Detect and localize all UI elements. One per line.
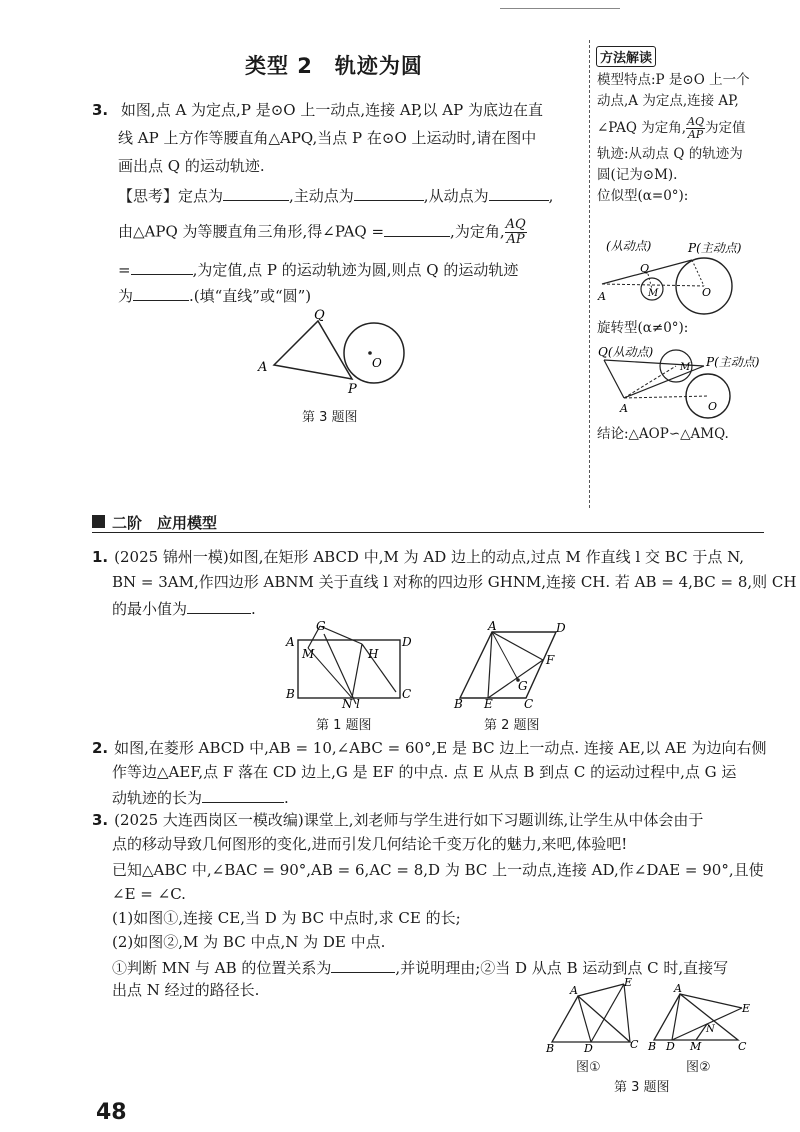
svg-text:Q: Q <box>640 262 650 275</box>
answer-blank[interactable] <box>202 786 284 803</box>
rotation-type-label: 旋转型(α≠0°): <box>597 320 689 336</box>
svg-text:M: M <box>680 362 691 373</box>
svg-text:C: C <box>630 1038 639 1051</box>
q2-figure-caption: 第 2 题图 <box>484 718 540 733</box>
method-tag: 方法解读 <box>596 46 656 67</box>
svg-text:E: E <box>484 697 493 710</box>
answer-blank[interactable] <box>354 184 424 201</box>
svg-text:(从动点): (从动点) <box>606 239 652 253</box>
svg-text:C: C <box>738 1040 747 1053</box>
p3-line-2: 线 AP 上方作等腰直角△APQ,当点 P 在⊙O 上运动时,请在图中 <box>118 129 537 147</box>
answer-blank[interactable] <box>223 184 289 201</box>
homothety-figure <box>596 236 776 316</box>
ratio-fraction: $\frac{AQ}{AP}$ <box>505 217 526 247</box>
svg-text:M: M <box>690 1040 702 1053</box>
svg-text:D: D <box>584 1042 593 1054</box>
svg-text:A: A <box>570 984 578 997</box>
svg-text:F: F <box>546 653 555 667</box>
svg-text:O: O <box>708 400 718 413</box>
svg-text:D: D <box>666 1040 675 1053</box>
svg-text:A: A <box>488 619 497 633</box>
q1-figure <box>280 618 420 710</box>
q3-line-7: ①判断 MN 与 AB 的位置关系为 ,并说明理由;②当 D 从点 B 运动到点 C 时,直接写 <box>112 956 728 978</box>
chart-icon <box>92 515 105 528</box>
q3-figure-caption: 第 3 题图 <box>614 1080 670 1095</box>
svg-text:P(主动点): P(主动点) <box>688 241 742 255</box>
svg-text:M: M <box>648 288 659 299</box>
q3-figure-2 <box>646 980 756 1054</box>
q1-figure-caption: 第 1 题图 <box>316 718 372 733</box>
p3-figure <box>250 305 420 405</box>
p3-line-6: = ,为定值,点 P 的运动轨迹为圆,则点 Q 的运动轨迹 <box>118 258 518 280</box>
answer-blank[interactable] <box>489 184 549 201</box>
q3-fig2-caption: 图② <box>686 1060 711 1075</box>
q2-line-2: 作等边△AEF,点 F 落在 CD 边上,G 是 EF 的中点. 点 E 从点 B 到点 C 的运动过程中,点 G 运 <box>112 763 737 781</box>
svg-text:E: E <box>624 976 633 989</box>
p3-line-5: 由△APQ 为等腰直角三角形,得∠PAQ = ,为定角, $\frac{AQ}{AP}$ <box>118 217 526 247</box>
svg-text:P(主动点): P(主动点) <box>706 355 760 369</box>
svg-text:Q(从动点): Q(从动点) <box>598 345 654 359</box>
p3-number: 3. <box>92 101 109 119</box>
answer-blank[interactable] <box>133 284 189 301</box>
p3-line-3: 画出点 Q 的运动轨迹. <box>118 157 265 175</box>
svg-text:D: D <box>402 635 412 649</box>
q2-line-3: 动轨迹的长为 . <box>112 786 289 808</box>
q2-figure <box>450 618 580 710</box>
sidebar-conclusion: 结论:△AOP∽△AMQ. <box>597 426 729 442</box>
svg-text:C: C <box>524 697 534 710</box>
q3-figure-1 <box>544 976 644 1054</box>
center-dot <box>368 351 372 355</box>
svg-text:B: B <box>648 1040 657 1053</box>
svg-text:H: H <box>368 647 379 661</box>
q1-line-2: BN = 3AM,作四边形 ABNM 关于直线 l 对称的四边形 GHNM,连接 CH. 若 AB = 4,BC = 8,则 CH <box>112 573 797 591</box>
column-divider <box>589 40 590 508</box>
svg-text:A: A <box>674 982 682 995</box>
svg-text:G: G <box>316 619 326 633</box>
answer-blank[interactable] <box>384 220 450 237</box>
p3-think-line: 【思考】定点为 ,主动点为 ,从动点为 , <box>118 184 553 206</box>
rotation-figure <box>596 340 776 422</box>
method-sidebar: 模型特点:P 是⊙O 上一个 动点,A 为定点,连接 AP, ∠PAQ 为定角, $\frac{AQ}{AP}$ 为定值 轨迹:从动点 Q 的轨迹为 圆(记为⊙M). 位似型(α=0°): <box>597 72 750 204</box>
q3-fig1-caption: 图① <box>576 1060 601 1075</box>
svg-text:A: A <box>620 402 628 415</box>
svg-text:O: O <box>702 286 712 299</box>
answer-blank[interactable] <box>331 956 395 973</box>
q3-line-8: 出点 N 经过的路径长. <box>112 981 260 999</box>
svg-text:E: E <box>742 1002 751 1015</box>
svg-text:N: N <box>342 697 353 710</box>
section-title: 类型 2 轨迹为圆 <box>245 54 423 78</box>
svg-text:B: B <box>286 687 295 701</box>
page-number: 48 <box>96 1100 127 1125</box>
answer-blank[interactable] <box>187 597 251 614</box>
q3-line-4: ∠E = ∠C. <box>112 885 186 903</box>
section-2-header: 二阶 应用模型 <box>92 512 764 533</box>
label-q: Q <box>314 308 325 323</box>
p3-line-1: 3. 如图,点 A 为定点,P 是⊙O 上一动点,连接 AP,以 AP 为底边在直 <box>92 101 543 119</box>
q3-line-1: 3. (2025 大连西岗区一模改编)课堂上,刘老师与学生进行如下习题训练,让学生从中体会由于 <box>92 811 704 829</box>
answer-blank[interactable] <box>131 258 193 275</box>
label-a: A <box>258 360 268 375</box>
q3-line-6: (2)如图②,M 为 BC 中点,N 为 DE 中点. <box>112 933 386 951</box>
svg-text:B: B <box>454 697 463 710</box>
q3-line-2: 点的移动导致几何图形的变化,进而引发几何结论千变万化的魅力,来吧,体验吧! <box>112 835 628 853</box>
label-p: P <box>348 382 357 397</box>
svg-text:A: A <box>286 635 295 649</box>
p3-line-7: 为 .(填“直线”或“圆”) <box>118 284 311 306</box>
q3-line-5: (1)如图①,连接 CE,当 D 为 BC 中点时,求 CE 的长; <box>112 909 461 927</box>
q1-line-1: 1. (2025 锦州一模)如图,在矩形 ABCD 中,M 为 AD 边上的动点,过点 M 作直线 l 交 BC 于点 N, <box>92 548 745 566</box>
svg-text:B: B <box>546 1042 555 1054</box>
q3-line-3: 已知△ABC 中,∠BAC = 90°,AB = 6,AC = 8,D 为 BC 上一动点,连接 AD,作∠DAE = 90°,且使 <box>112 861 764 879</box>
svg-text:C: C <box>402 687 412 701</box>
q1-line-3: 的最小值为 . <box>112 597 256 619</box>
svg-text:N: N <box>706 1024 715 1035</box>
p3-figure-caption: 第 3 题图 <box>302 410 358 425</box>
svg-text:l: l <box>356 697 360 710</box>
svg-text:G: G <box>518 679 528 693</box>
header-rule <box>500 8 620 9</box>
label-o: O <box>372 356 382 370</box>
svg-text:D: D <box>556 621 566 635</box>
svg-text:M: M <box>302 647 315 661</box>
svg-text:A: A <box>598 290 606 303</box>
q2-line-1: 2. 如图,在菱形 ABCD 中,AB = 10,∠ABC = 60°,E 是 BC 边上一动点. 连接 AE,以 AE 为边向右侧 <box>92 739 767 757</box>
circle-o <box>344 323 404 383</box>
triangle-apq <box>274 321 352 379</box>
